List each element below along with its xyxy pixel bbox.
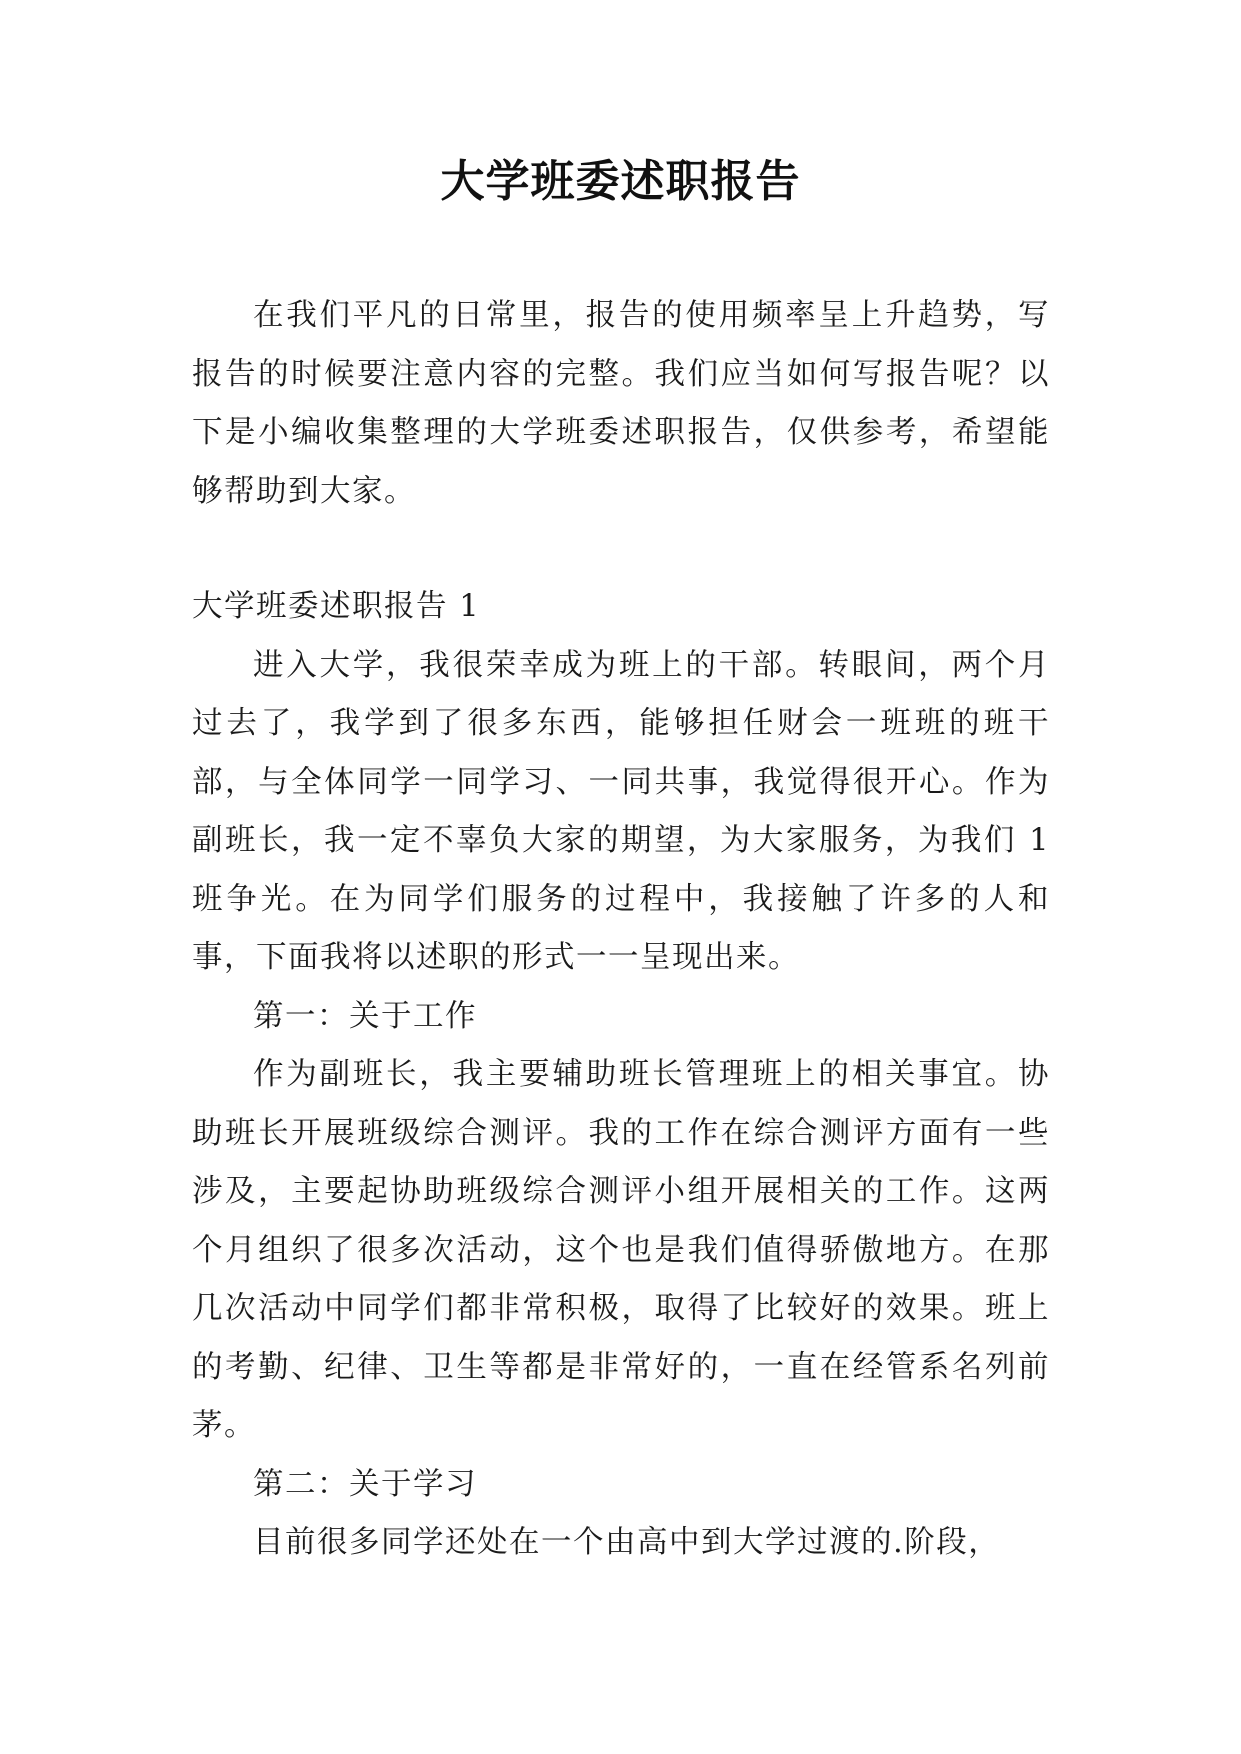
report-subtitle: 大学班委述职报告 1: [192, 589, 481, 624]
intro-section: [192, 287, 1050, 521]
report-paragraph-2: 作为副班长，我主要辅助班长管理班上的相关事宜。协助班长开展班级综合测评。我的工作在综合测评方面有一些涉及，主要起协助班级综合测评小组开展相关的工作。这两个月组织了很多次活动，这个也是我们值得骄傲地方。在那几次活动中同学们都非常积极，取得了比较好的效果。班上的考勤、纪律、卫生等都是非常好的，一直在经管系名列前茅。: [192, 1057, 1050, 1443]
intro-paragraph: 在我们平凡的日常里，报告的使用频率呈上升趋势，写报告的时候要注意内容的完整。我们应当如何写报告呢？以下是小编收集整理的大学班委述职报告，仅供参考，希望能够帮助到大家。: [192, 298, 1050, 509]
report-paragraph-1: 进入大学，我很荣幸成为班上的干部。转眼间，两个月过去了，我学到了很多东西，能够担任财会一班班的班干部，与全体同学一同学习、一同共事，我觉得很开心。作为副班长，我一定不辜负大家的期望，为大家服务，为我们 1 班争光。在为同学们服务的过程中，我接触了许多的人和事，下面我将以述职的形式一一呈现出来。: [192, 647, 1050, 975]
section-heading-study: 第二：关于学习: [253, 1466, 477, 1502]
report-section: [192, 578, 1050, 1573]
document-title: 大学班委述职报告: [440, 156, 801, 207]
section-heading-work: 第一：关于工作: [253, 998, 477, 1034]
report-paragraph-3: 目前很多同学还处在一个由高中到大学过渡的.阶段，: [253, 1525, 1001, 1560]
